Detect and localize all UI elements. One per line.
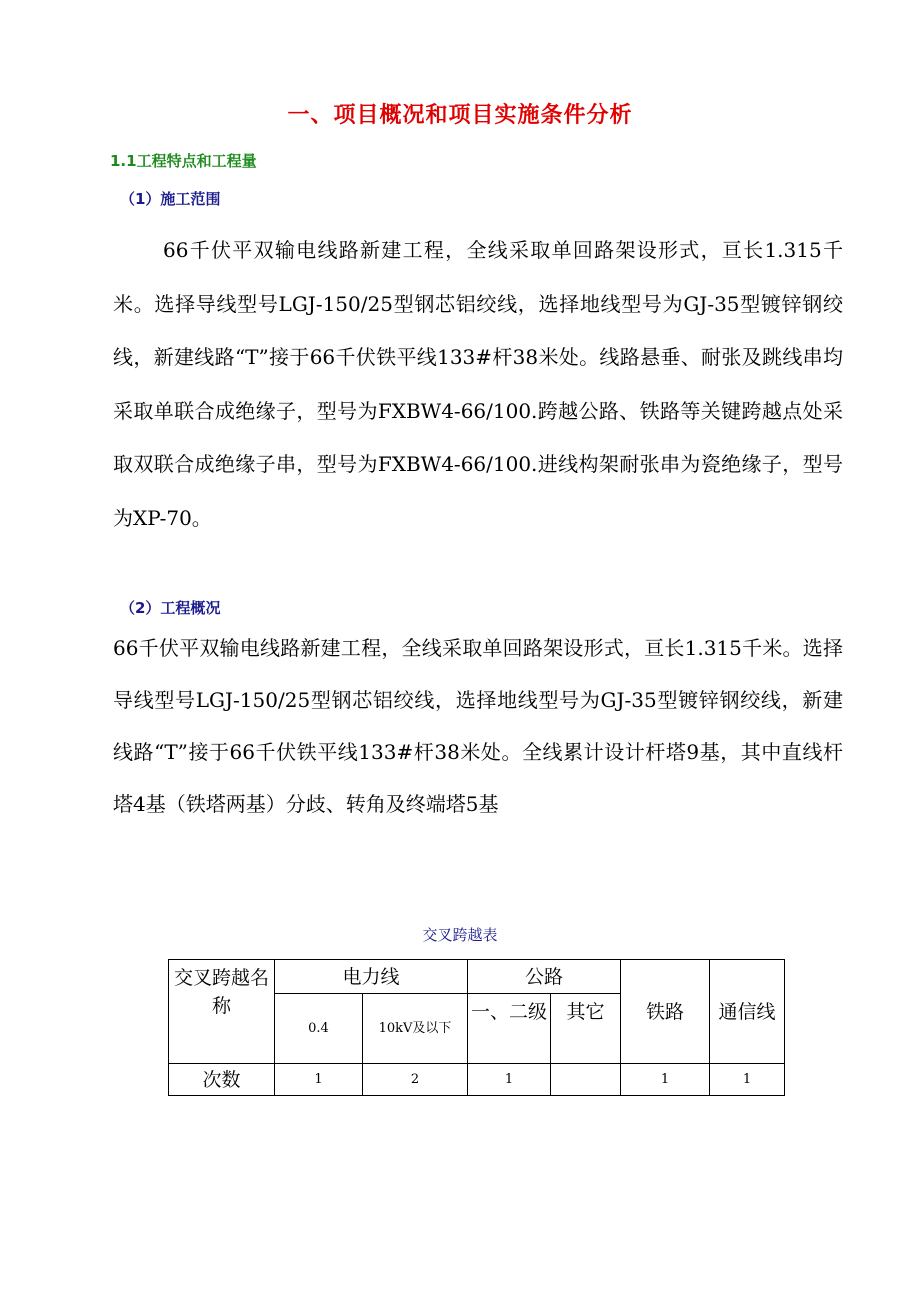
cell-power-10kv: 2 — [363, 1064, 468, 1096]
header-highway-grade-1-2: 一、二级 — [468, 994, 551, 1064]
paragraph-project-overview: 66千伏平双输电线路新建工程，全线采取单回路架设形式，亘长1.315千米。选择导线型号LGJ-150/25型钢芯铝绞线，选择地线型号为GJ-35型镀锌钢绞线，新建线路“T”接于66千伏铁平线133#杆38米处。全线累计设计杆塔9基，其中直线杆塔4基（铁塔两基）分歧、转角及终端塔5基 — [113, 636, 843, 816]
page-title: 一、项目概况和项目实施条件分析 — [287, 103, 633, 128]
cell-highway-other — [551, 1064, 621, 1096]
cell-telecom-line: 1 — [710, 1064, 785, 1096]
cell-railway: 1 — [621, 1064, 710, 1096]
header-crossing-name: 交叉跨越名称 — [169, 960, 275, 1064]
header-railway: 铁路 — [621, 960, 710, 1064]
header-power-0-4: 0.4 — [275, 994, 363, 1064]
cell-highway-grade-1-2: 1 — [468, 1064, 551, 1096]
section-heading: 1.1工程特点和工程量 — [110, 152, 257, 170]
header-telecom-line: 通信线 — [710, 960, 785, 1064]
paragraph-construction-scope: 66千伏平双输电线路新建工程，全线采取单回路架设形式，亘长1.315千米。选择导线型号LGJ-150/25型钢芯铝绞线，选择地线型号为GJ-35型镀锌钢绞线，新建线路“T”接于66千伏铁平线133#杆38米处。线路悬垂、耐张及跳线串均采取单联合成绝缘子，型号为FXBW4-66/100.跨越公路、铁路等关键跨越点处采取双联合成绝缘子串，型号为FXBW4-66/100.进线构架耐张串为瓷绝缘子，型号为XP-70。 — [113, 238, 843, 530]
table-row — [169, 1064, 785, 1096]
crossing-table — [168, 959, 785, 1096]
header-power-10kv: 10kV及以下 — [363, 994, 468, 1064]
row-label-count: 次数 — [169, 1064, 275, 1096]
subsection-heading-construction-scope: （1）施工范围 — [120, 190, 221, 208]
header-highway-other: 其它 — [551, 994, 621, 1064]
header-highway: 公路 — [468, 960, 621, 994]
cell-power-0-4: 1 — [275, 1064, 363, 1096]
table-caption: 交叉跨越表 — [422, 926, 498, 944]
header-power-line: 电力线 — [275, 960, 468, 994]
subsection-heading-project-overview: （2）工程概况 — [120, 599, 221, 617]
